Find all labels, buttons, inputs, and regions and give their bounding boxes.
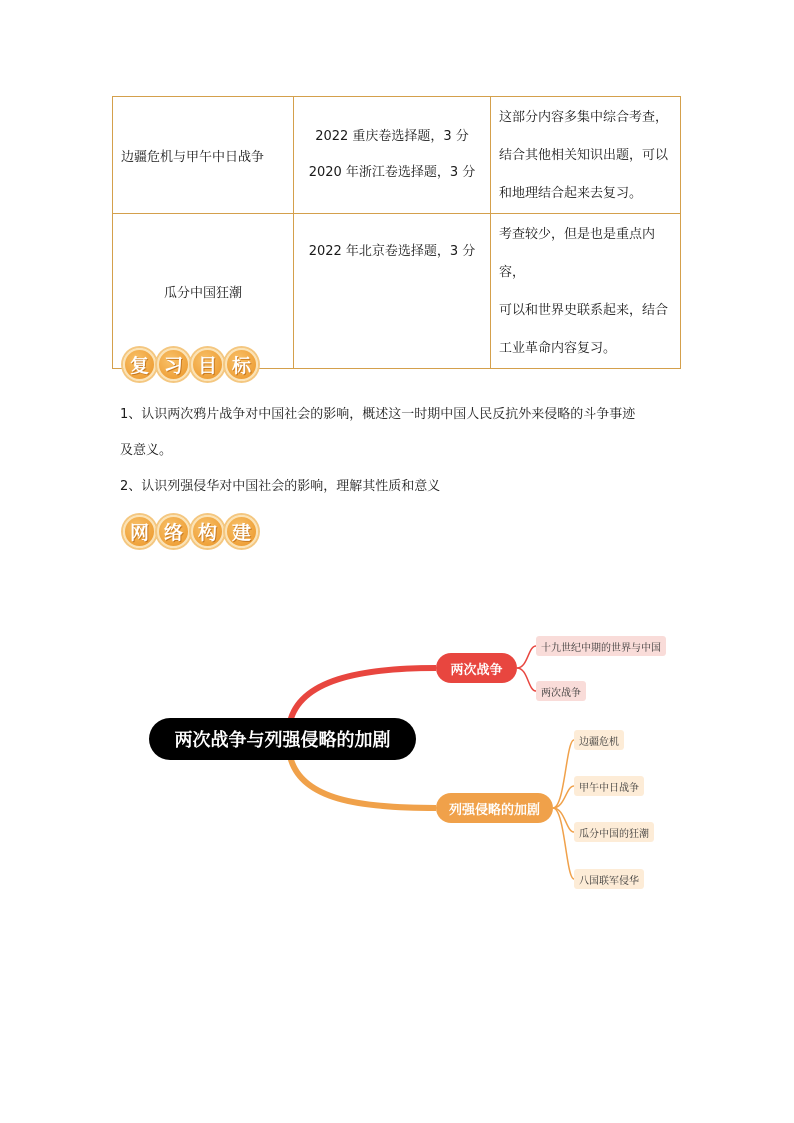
objective-line: 1、认识两次鸦片战争对中国社会的影响，概述这一时期中国人民反抗外来侵略的斗争事迹: [120, 407, 636, 422]
badge-char: 建: [225, 515, 258, 548]
branch-two-wars: 两次战争: [436, 653, 517, 683]
source-cell: [294, 214, 491, 369]
source-line: 2022 重庆卷选择题，3 分: [315, 129, 469, 144]
leaf-node: 边疆危机: [574, 730, 624, 750]
leaf-node: 甲午中日战争: [574, 776, 644, 796]
badge-char: 网: [123, 515, 156, 548]
source-line: 2020 年浙江卷选择题，3 分: [308, 165, 476, 180]
connector-aggression: [290, 756, 436, 808]
note-line: 考查较少，但是也是重点内容，: [499, 227, 656, 280]
connector-leaf: [553, 808, 574, 879]
badge-char: 目: [191, 348, 224, 381]
mind-map-connectors: [0, 600, 794, 920]
note-cell: [491, 97, 681, 214]
topic-cell: 瓜分中国狂潮: [113, 214, 294, 369]
source-line: 2022 年北京卷选择题，3 分: [308, 244, 476, 259]
mind-map: [0, 600, 794, 920]
network-badge: [123, 515, 258, 548]
connector-leaf: [553, 786, 574, 808]
note-line: 和地理结合起来去复习。: [499, 186, 643, 201]
leaf-node: 八国联军侵华: [574, 869, 644, 889]
connector-leaf: [553, 808, 574, 832]
connector-leaf: [517, 646, 536, 668]
source-cell: [294, 97, 491, 214]
note-line: 工业革命内容复习。: [499, 341, 617, 356]
topic-cell: 边疆危机与甲午中日战争: [113, 97, 294, 214]
badge-char: 构: [191, 515, 224, 548]
exam-analysis-table: [112, 96, 681, 369]
note-line: 这部分内容多集中综合考查，: [499, 110, 669, 125]
leaf-node: 十九世纪中期的世界与中国: [536, 636, 666, 656]
note-line: 结合其他相关知识出题，可以: [499, 148, 669, 163]
table-row: [113, 214, 681, 369]
branch-aggression: 列强侵略的加剧: [436, 793, 553, 823]
connector-wars: [290, 668, 436, 722]
review-goals-badge: [123, 348, 258, 381]
mind-map-root: 两次战争与列强侵略的加剧: [149, 718, 416, 760]
note-cell: [491, 214, 681, 369]
badge-char: 习: [157, 348, 190, 381]
connector-leaf: [553, 740, 574, 808]
connector-leaf: [517, 668, 536, 691]
badge-char: 复: [123, 348, 156, 381]
badge-char: 标: [225, 348, 258, 381]
leaf-node: 两次战争: [536, 681, 586, 701]
note-line: 可以和世界史联系起来，结合: [499, 303, 669, 318]
objective-line: 2、认识列强侵华对中国社会的影响，理解其性质和意义: [120, 479, 441, 494]
objective-line: 及意义。: [120, 443, 173, 458]
leaf-node: 瓜分中国的狂潮: [574, 822, 654, 842]
badge-char: 络: [157, 515, 190, 548]
table-row: [113, 97, 681, 214]
